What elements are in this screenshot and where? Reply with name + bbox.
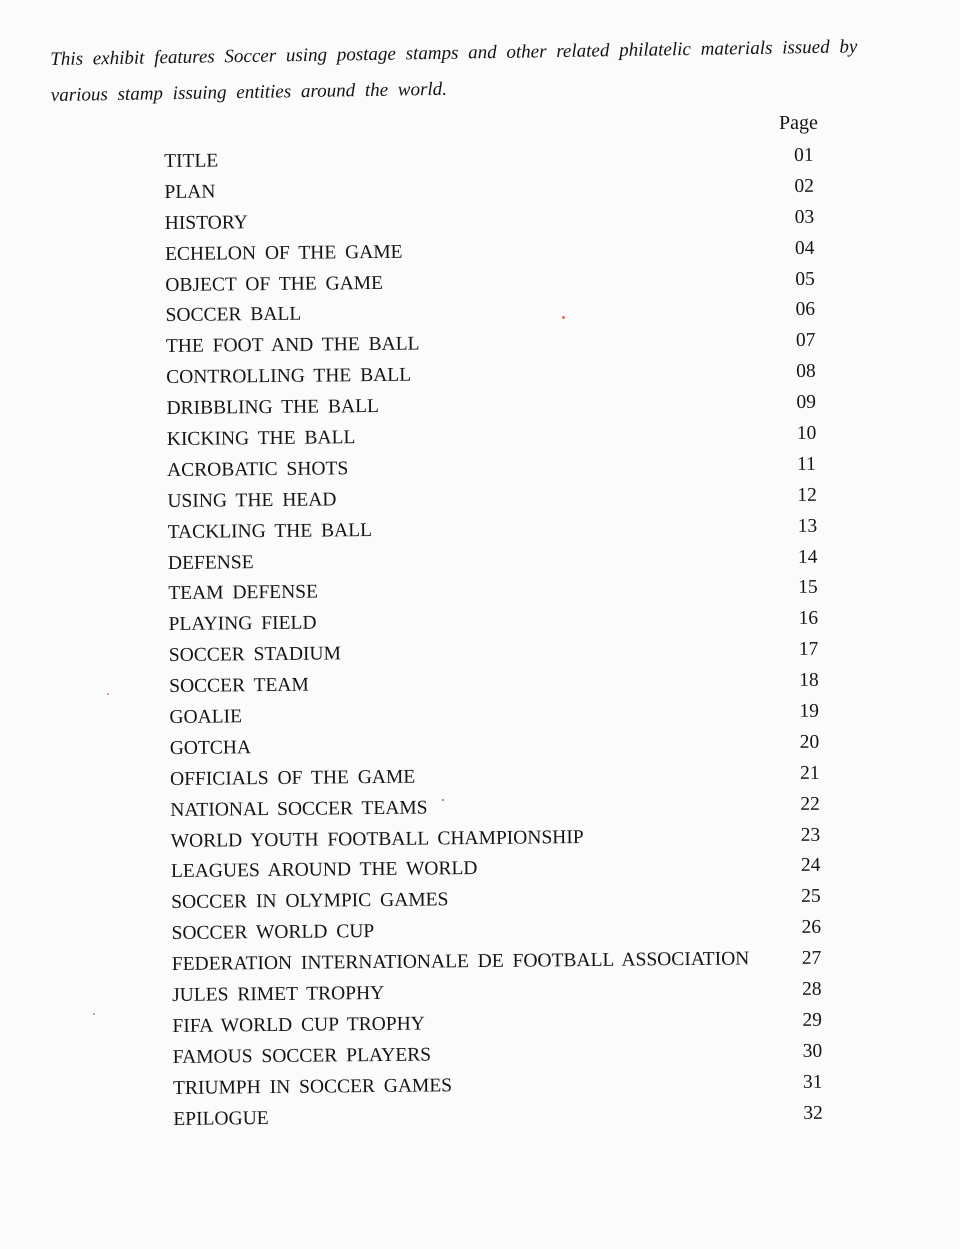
toc-entry-page: 22 [800, 793, 820, 815]
toc-entry-title: SOCCER IN OLYMPIC GAMES [171, 889, 449, 914]
scan-speck [107, 693, 109, 695]
toc-entry-title: ACROBATIC SHOTS [167, 458, 349, 481]
toc-entry-page: 18 [799, 669, 819, 692]
toc-entry-page: 24 [800, 855, 821, 877]
toc-entry-title: DRIBBLING THE BALL [166, 396, 379, 420]
toc-entry-page: 17 [798, 638, 819, 661]
toc-entry-page: 02 [794, 175, 815, 197]
toc-entry-title: TITLE [164, 150, 219, 172]
toc-entry-title: TRIUMPH IN SOCCER GAMES [172, 1074, 453, 1099]
toc-entry-title: JULES RIMET TROPHY [172, 982, 385, 1007]
toc-entry-page: 26 [801, 916, 822, 939]
toc-entry-title: SOCCER STADIUM [168, 643, 341, 667]
toc-entry-page: 27 [801, 947, 822, 970]
toc-entry-page: 19 [799, 700, 820, 722]
toc-entry-page: 12 [797, 484, 817, 506]
toc-entry-title: CONTROLLING THE BALL [166, 364, 412, 389]
toc-entry-title: OFFICIALS OF THE GAME [169, 766, 416, 790]
scan-speck [562, 316, 565, 319]
toc-entry-title: TACKLING THE BALL [167, 519, 373, 543]
toc-entry-page: 11 [796, 453, 816, 475]
toc-row [173, 1098, 833, 1135]
toc-entry-title: FIFA WORLD CUP TROPHY [172, 1013, 425, 1037]
toc-entry-title: TEAM DEFENSE [168, 582, 319, 605]
toc-entry-page: 09 [796, 391, 817, 414]
toc-entry-page: 07 [795, 330, 816, 352]
toc-entry-title: SOCCER TEAM [169, 674, 309, 698]
toc-entry-page: 23 [800, 824, 821, 846]
toc-entry-title: ECHELON OF THE GAME [164, 241, 403, 265]
toc-entry-title: GOALIE [169, 706, 243, 729]
toc-entry-page: 01 [794, 144, 814, 166]
toc-entry-page: 32 [803, 1102, 823, 1124]
toc-entry-title: OBJECT OF THE GAME [165, 272, 384, 296]
toc-entry-title: WORLD YOUTH FOOTBALL CHAMPIONSHIP [170, 826, 584, 852]
toc-entry-page: 15 [798, 577, 818, 599]
toc-entry-page: 03 [794, 206, 815, 228]
intro-paragraph: This exhibit features Soccer using postage stamps and other related philatelic materials issued by various stamp issuing entities around the world. [50, 36, 858, 106]
toc-entry-page: 16 [798, 608, 819, 630]
page-column-header: Page [779, 112, 818, 134]
toc-entry-page: 28 [802, 978, 822, 1000]
toc-entry-page: 06 [795, 299, 816, 321]
toc-entry-page: 21 [799, 762, 820, 784]
toc-entry-page: 05 [795, 268, 815, 290]
scan-speck [442, 799, 444, 801]
toc-entry-page: 14 [797, 546, 818, 568]
toc-entry-title: HISTORY [164, 211, 248, 234]
toc-entry-title: GOTCHA [169, 737, 252, 759]
toc-entry-page: 08 [796, 360, 816, 383]
toc-entry-page: 04 [794, 237, 815, 259]
toc-entry-title: PLAN [164, 181, 216, 203]
toc-entry-title: EPILOGUE [173, 1107, 269, 1130]
toc-entry-title: THE FOOT AND THE BALL [165, 333, 420, 358]
toc-entry-page: 30 [802, 1040, 823, 1062]
toc-entry-title: KICKING THE BALL [166, 427, 356, 451]
toc-entry-title: PLAYING FIELD [168, 612, 317, 636]
toc-entry-title: NATIONAL SOCCER TEAMS [170, 797, 428, 821]
toc-entry-title: FAMOUS SOCCER PLAYERS [172, 1044, 432, 1068]
scan-speck [93, 1013, 95, 1015]
toc-entry-page: 29 [802, 1009, 823, 1031]
toc-entry-page: 13 [797, 515, 818, 537]
toc-entry-title: SOCCER WORLD CUP [171, 921, 375, 945]
toc-entry-title: DEFENSE [167, 551, 254, 574]
table-of-contents [164, 141, 833, 1136]
toc-entry-page: 31 [802, 1071, 823, 1093]
toc-entry-title: LEAGUES AROUND THE WORLD [170, 858, 478, 883]
toc-entry-page: 10 [796, 422, 817, 444]
toc-entry-title: FEDERATION INTERNATIONALE DE FOOTBALL ASSOCIATION [171, 948, 750, 976]
toc-entry-page: 20 [799, 731, 820, 753]
toc-entry-title: USING THE HEAD [167, 489, 337, 512]
toc-entry-page: 25 [801, 886, 821, 908]
toc-entry-title: SOCCER BALL [165, 304, 302, 327]
